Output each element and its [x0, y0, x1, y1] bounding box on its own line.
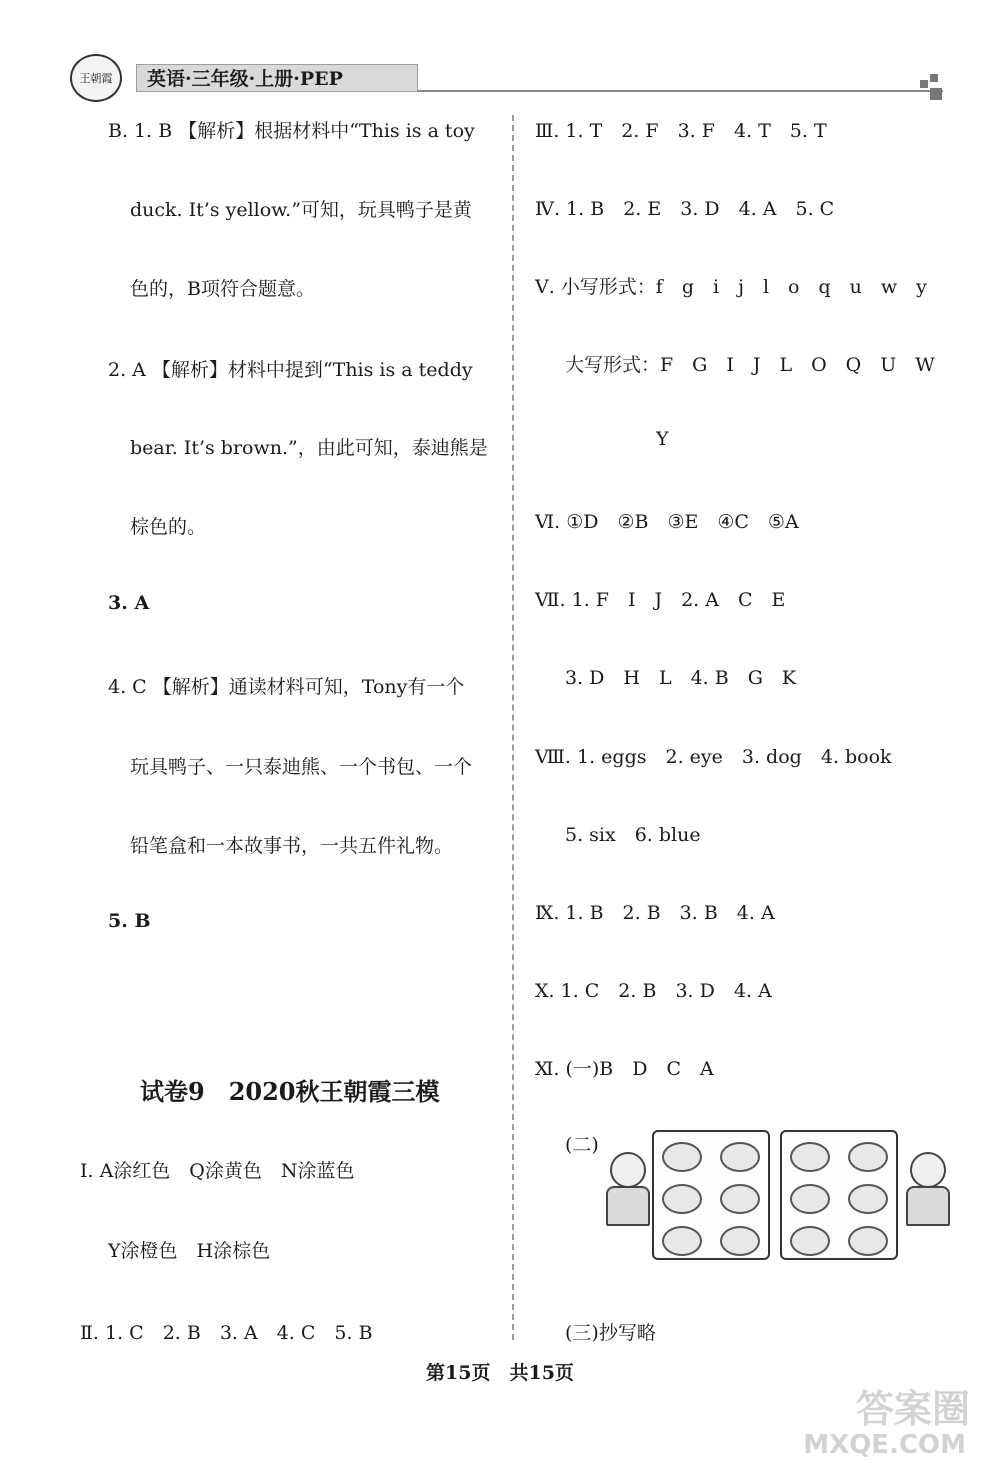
answer-a5: 5. B: [108, 910, 151, 932]
rice-bowl-icon: [662, 1226, 702, 1256]
food-picture-box-1: [652, 1130, 770, 1260]
section-1-line2: Y涂橙色 H涂棕色: [108, 1240, 271, 1262]
paper-title: 试卷9 2020秋王朝霞三模: [140, 1077, 440, 1106]
rice-bowl-icon: [790, 1226, 830, 1256]
food-picture-box-2: [780, 1130, 898, 1260]
logo-text: 王朝霞: [79, 72, 113, 85]
answer-a2: 2. A 【解析】材料中提到“This is a teddy: [108, 359, 473, 381]
girl-illustration: [604, 1152, 648, 1222]
section-8-line2: 5. six 6. blue: [565, 824, 701, 846]
section-4: Ⅳ. 1. B 2. E 3. D 4. A 5. C: [535, 198, 835, 220]
answer-a4-line3: 铅笔盒和一本故事书，一共五件礼物。: [130, 835, 454, 857]
publisher-logo: [70, 54, 122, 102]
decorative-squares-icon: [920, 74, 950, 104]
subject-label: 英语·三年级·上册·PEP: [147, 68, 343, 90]
boy-illustration: [904, 1152, 948, 1222]
header-rule: [418, 90, 943, 92]
section-1: Ⅰ. A涂红色 Q涂黄色 N涂蓝色: [80, 1160, 355, 1182]
section-5: Ⅴ. 小写形式：f g i j l o q u w y: [535, 276, 927, 298]
subject-band: [136, 64, 418, 92]
section-6: Ⅵ. ①D ②B ③E ④C ⑤A: [535, 511, 799, 533]
column-divider: [512, 115, 514, 1340]
section-2: Ⅱ. 1. C 2. B 3. A 4. C 5. B: [80, 1322, 373, 1344]
section-5-line2: 大写形式：F G I J L O Q U W: [565, 354, 935, 376]
cake-icon: [790, 1184, 830, 1214]
page-header: [58, 52, 943, 100]
fish-dish-icon: [790, 1142, 830, 1172]
section-9: Ⅸ. 1. B 2. B 3. B 4. A: [535, 902, 775, 924]
answer-a2-line2: bear. It’s brown.”，由此可知，泰迪熊是: [130, 437, 488, 459]
fish-dish-icon: [662, 1142, 702, 1172]
answer-a3: 3. A: [108, 592, 150, 614]
juice-icon: [720, 1184, 760, 1214]
page-number: 第15页 共15页: [426, 1362, 574, 1384]
section-8: Ⅷ. 1. eggs 2. eye 3. dog 4. book: [535, 746, 892, 768]
egg-plate-icon: [720, 1226, 760, 1256]
answer-a2-line3: 棕色的。: [130, 516, 207, 538]
answer-a4-line2: 玩具鸭子、一只泰迪熊、一个书包、一个: [130, 756, 473, 778]
answer-b1-line3: 色的，B项符合题意。: [130, 278, 315, 300]
section-5-line3: Y: [656, 428, 669, 450]
noodles-bowl-icon: [848, 1142, 888, 1172]
section-10: Ⅹ. 1. C 2. B 3. D 4. A: [535, 980, 772, 1002]
section-11-part2: (二): [565, 1134, 599, 1156]
answer-b1: B. 1. B 【解析】根据材料中“This is a toy: [108, 120, 475, 142]
noodles-bowl-icon: [720, 1142, 760, 1172]
section-7: Ⅶ. 1. F I J 2. A C E: [535, 589, 786, 611]
cake-icon: [662, 1184, 702, 1214]
section-11: Ⅺ. (一)B D C A: [535, 1058, 714, 1080]
section-7-line2: 3. D H L 4. B G K: [565, 667, 797, 689]
juice-icon: [848, 1184, 888, 1214]
answer-a4: 4. C 【解析】通读材料可知，Tony有一个: [108, 676, 465, 698]
section-3: Ⅲ. 1. T 2. F 3. F 4. T 5. T: [535, 120, 827, 142]
answer-b1-line2: duck. It’s yellow.”可知，玩具鸭子是黄: [130, 199, 472, 221]
egg-plate-icon: [848, 1226, 888, 1256]
watermark-url: MXQE.COM: [803, 1430, 966, 1460]
watermark-logo: 答案圈: [855, 1387, 970, 1431]
section-11-part3: (三)抄写略: [565, 1322, 656, 1344]
